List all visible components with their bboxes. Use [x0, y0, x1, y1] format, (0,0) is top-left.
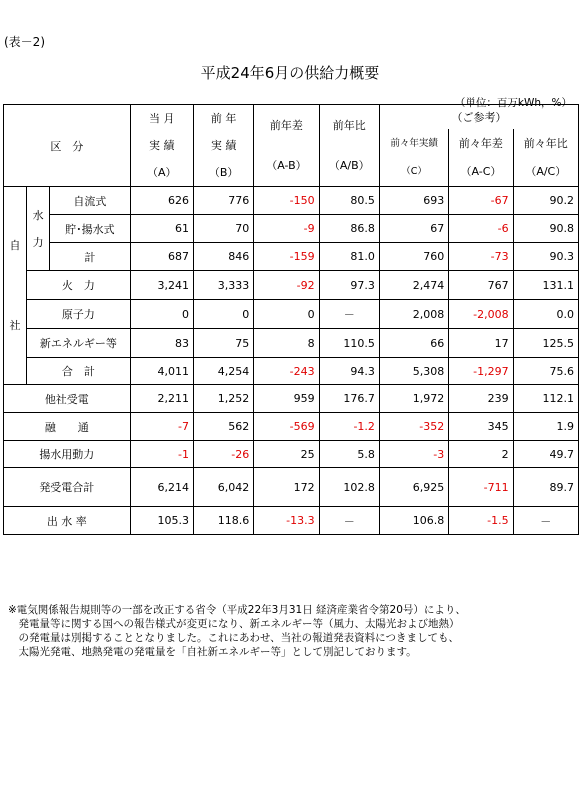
- value-cell: -26: [193, 441, 253, 468]
- value-cell: 0: [254, 300, 319, 329]
- value-cell: 105.3: [130, 507, 193, 535]
- col-header-c: 前々年実績 （C）: [379, 129, 448, 187]
- value-cell: －: [513, 507, 578, 535]
- col-header-a-div-c: 前々年比 （A/C）: [513, 129, 578, 187]
- value-cell: 3,333: [193, 271, 253, 300]
- value-cell: 0: [193, 300, 253, 329]
- value-cell: 3,241: [130, 271, 193, 300]
- row-label: 融 通: [4, 413, 131, 441]
- value-cell: 90.3: [513, 243, 578, 271]
- col-header-a: 当 月 実 績 （A）: [130, 105, 193, 187]
- value-cell: -67: [449, 187, 513, 215]
- row-label: 貯･揚水式: [50, 215, 130, 243]
- footnote-line: の発電量は別掲することとなりました。これにあわせ、当社の報道発表資料につきましても、: [8, 632, 459, 644]
- header-row: [4, 105, 579, 130]
- row-label: 火 力: [27, 271, 131, 300]
- group-label-jisha: 自 社: [4, 187, 27, 385]
- value-cell: -1.5: [449, 507, 513, 535]
- value-cell: 176.7: [319, 385, 379, 413]
- value-cell: 6,042: [193, 468, 253, 507]
- value-cell: 25: [254, 441, 319, 468]
- value-cell: -1.2: [319, 413, 379, 441]
- value-cell: -13.3: [254, 507, 319, 535]
- table-row: [4, 187, 579, 215]
- value-cell: －: [319, 507, 379, 535]
- value-cell: 102.8: [319, 468, 379, 507]
- value-cell: 959: [254, 385, 319, 413]
- value-cell: 1.9: [513, 413, 578, 441]
- value-cell: 626: [130, 187, 193, 215]
- table-row: [4, 358, 579, 385]
- value-cell: 1,972: [379, 385, 448, 413]
- category-header: 区 分: [4, 105, 131, 187]
- value-cell: -1,297: [449, 358, 513, 385]
- value-cell: -150: [254, 187, 319, 215]
- value-cell: -159: [254, 243, 319, 271]
- value-cell: 846: [193, 243, 253, 271]
- value-cell: 760: [379, 243, 448, 271]
- value-cell: -711: [449, 468, 513, 507]
- value-cell: -243: [254, 358, 319, 385]
- value-cell: -92: [254, 271, 319, 300]
- footnote: [8, 603, 466, 659]
- value-cell: 693: [379, 187, 448, 215]
- value-cell: 6,214: [130, 468, 193, 507]
- table-row: [4, 385, 579, 413]
- value-cell: 687: [130, 243, 193, 271]
- row-label: 揚水用動力: [4, 441, 131, 468]
- unit-note: （単位：百万kWh，%）: [454, 97, 572, 109]
- table-row: [4, 243, 579, 271]
- value-cell: 67: [379, 215, 448, 243]
- table-row: [4, 329, 579, 358]
- value-cell: 86.8: [319, 215, 379, 243]
- value-cell: 90.8: [513, 215, 578, 243]
- value-cell: 2: [449, 441, 513, 468]
- table-row: [4, 468, 579, 507]
- value-cell: 2,211: [130, 385, 193, 413]
- value-cell: -73: [449, 243, 513, 271]
- value-cell: 75.6: [513, 358, 578, 385]
- table-row: [4, 507, 579, 535]
- footnote-line: 太陽光発電、地熱発電の発電量を「自社新エネルギー等」として別記しております。: [8, 646, 417, 658]
- value-cell: －: [319, 300, 379, 329]
- row-label: 新エネルギー等: [27, 329, 131, 358]
- value-cell: -352: [379, 413, 448, 441]
- value-cell: -9: [254, 215, 319, 243]
- value-cell: -6: [449, 215, 513, 243]
- value-cell: 110.5: [319, 329, 379, 358]
- value-cell: 94.3: [319, 358, 379, 385]
- row-label: 出 水 率: [4, 507, 131, 535]
- value-cell: 49.7: [513, 441, 578, 468]
- value-cell: 5.8: [319, 441, 379, 468]
- footnote-line: 発電量等に関する国への報告様式が変更になり、新エネルギー等（風力、太陽光および地熱）: [8, 618, 460, 630]
- value-cell: 239: [449, 385, 513, 413]
- value-cell: 89.7: [513, 468, 578, 507]
- value-cell: 0: [130, 300, 193, 329]
- reference-header: （ご参考）: [379, 105, 578, 130]
- row-label: 自流式: [50, 187, 130, 215]
- row-label: 発受電合計: [4, 468, 131, 507]
- value-cell: 118.6: [193, 507, 253, 535]
- value-cell: 5,308: [379, 358, 448, 385]
- row-label: 計: [50, 243, 130, 271]
- value-cell: 75: [193, 329, 253, 358]
- value-cell: 80.5: [319, 187, 379, 215]
- value-cell: 97.3: [319, 271, 379, 300]
- table-row: [4, 300, 579, 329]
- value-cell: 90.2: [513, 187, 578, 215]
- value-cell: 66: [379, 329, 448, 358]
- value-cell: -2,008: [449, 300, 513, 329]
- supply-table: [3, 104, 579, 535]
- value-cell: -1: [130, 441, 193, 468]
- col-header-b: 前 年 実 績 （B）: [193, 105, 253, 187]
- col-header-a-b: 前年差 （A-B）: [254, 105, 319, 187]
- row-label: 合 計: [27, 358, 131, 385]
- value-cell: 2,008: [379, 300, 448, 329]
- value-cell: 4,254: [193, 358, 253, 385]
- value-cell: 4,011: [130, 358, 193, 385]
- table-row: [4, 441, 579, 468]
- value-cell: 81.0: [319, 243, 379, 271]
- value-cell: 112.1: [513, 385, 578, 413]
- value-cell: 61: [130, 215, 193, 243]
- value-cell: 8: [254, 329, 319, 358]
- table-label: (表－2): [4, 35, 45, 49]
- value-cell: 2,474: [379, 271, 448, 300]
- value-cell: 131.1: [513, 271, 578, 300]
- footnote-line: ※電気関係報告規則等の一部を改正する省令（平成22年3月31日 経済産業省令第20号）により、: [8, 604, 466, 616]
- col-header-a-div-b: 前年比 （A/B）: [319, 105, 379, 187]
- col-header-a-c: 前々年差 （A-C）: [449, 129, 513, 187]
- group-label-suiryoku: 水 力: [27, 187, 50, 271]
- value-cell: 70: [193, 215, 253, 243]
- row-label: 原子力: [27, 300, 131, 329]
- value-cell: 1,252: [193, 385, 253, 413]
- value-cell: 172: [254, 468, 319, 507]
- value-cell: 83: [130, 329, 193, 358]
- value-cell: 106.8: [379, 507, 448, 535]
- value-cell: 6,925: [379, 468, 448, 507]
- table-row: [4, 271, 579, 300]
- table-row: [4, 215, 579, 243]
- table-row: [4, 413, 579, 441]
- value-cell: 345: [449, 413, 513, 441]
- value-cell: 17: [449, 329, 513, 358]
- page-title: 平成24年6月の供給力概要: [200, 64, 380, 82]
- value-cell: -7: [130, 413, 193, 441]
- value-cell: 767: [449, 271, 513, 300]
- value-cell: -3: [379, 441, 448, 468]
- value-cell: 776: [193, 187, 253, 215]
- value-cell: 562: [193, 413, 253, 441]
- value-cell: 0.0: [513, 300, 578, 329]
- row-label: 他社受電: [4, 385, 131, 413]
- value-cell: -569: [254, 413, 319, 441]
- value-cell: 125.5: [513, 329, 578, 358]
